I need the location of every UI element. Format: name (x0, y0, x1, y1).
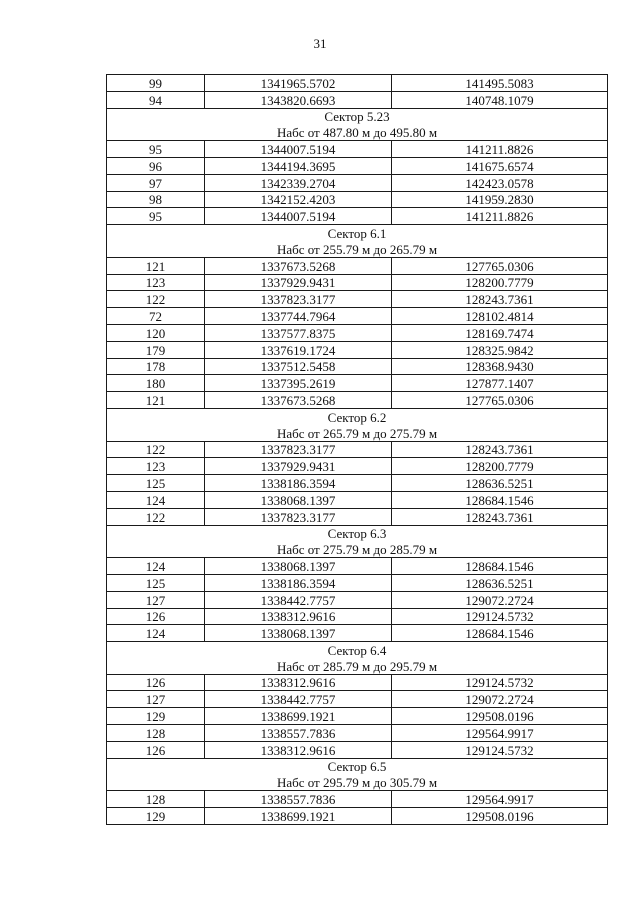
sector-range-row (107, 774, 608, 790)
table-row (107, 558, 608, 575)
x-coordinate-cell: 1337395.2619 (205, 375, 392, 392)
table-row (107, 808, 608, 825)
point-number-cell: 128 (107, 791, 205, 808)
y-coordinate-cell: 127765.0306 (392, 257, 608, 274)
table-row (107, 708, 608, 725)
sector-height-range: Набс от 487.80 м до 495.80 м (107, 124, 608, 140)
point-number-cell: 125 (107, 475, 205, 492)
y-coordinate-cell: 128243.7361 (392, 441, 608, 458)
point-number-cell: 120 (107, 324, 205, 341)
x-coordinate-cell: 1338699.1921 (205, 808, 392, 825)
sector-title-row (107, 225, 608, 241)
table-row (107, 157, 608, 174)
y-coordinate-cell: 128684.1546 (392, 558, 608, 575)
sector-range-row (107, 425, 608, 441)
y-coordinate-cell: 128636.5251 (392, 574, 608, 591)
sector-title: Сектор 6.5 (107, 758, 608, 774)
table-row (107, 741, 608, 758)
y-coordinate-cell: 128368.9430 (392, 358, 608, 375)
y-coordinate-cell: 129564.9917 (392, 725, 608, 742)
sector-title-row (107, 525, 608, 541)
point-number-cell: 122 (107, 441, 205, 458)
y-coordinate-cell: 141211.8826 (392, 141, 608, 158)
sector-height-range: Набс от 275.79 м до 285.79 м (107, 541, 608, 557)
sector-title-row (107, 758, 608, 774)
x-coordinate-cell: 1338186.3594 (205, 475, 392, 492)
x-coordinate-cell: 1338068.1397 (205, 558, 392, 575)
point-number-cell: 122 (107, 508, 205, 525)
x-coordinate-cell: 1344007.5194 (205, 208, 392, 225)
x-coordinate-cell: 1342339.2704 (205, 174, 392, 191)
point-number-cell: 125 (107, 574, 205, 591)
table-row (107, 725, 608, 742)
x-coordinate-cell: 1338186.3594 (205, 574, 392, 591)
sector-title-row (107, 408, 608, 424)
y-coordinate-cell: 128243.7361 (392, 291, 608, 308)
table-row (107, 308, 608, 325)
table-row (107, 475, 608, 492)
table-row (107, 491, 608, 508)
y-coordinate-cell: 129072.2724 (392, 691, 608, 708)
page-number: 31 (313, 36, 327, 51)
x-coordinate-cell: 1337673.5268 (205, 257, 392, 274)
table-row (107, 208, 608, 225)
point-number-cell: 128 (107, 725, 205, 742)
x-coordinate-cell: 1338699.1921 (205, 708, 392, 725)
x-coordinate-cell: 1337823.3177 (205, 508, 392, 525)
point-number-cell: 97 (107, 174, 205, 191)
point-number-cell: 95 (107, 141, 205, 158)
table-row (107, 392, 608, 409)
point-number-cell: 95 (107, 208, 205, 225)
table-row (107, 191, 608, 208)
table-row (107, 574, 608, 591)
x-coordinate-cell: 1338557.7836 (205, 791, 392, 808)
sector-range-row (107, 241, 608, 257)
coordinates-table-body (107, 75, 608, 825)
x-coordinate-cell: 1337929.9431 (205, 458, 392, 475)
x-coordinate-cell: 1338312.9616 (205, 741, 392, 758)
y-coordinate-cell: 128169.7474 (392, 324, 608, 341)
y-coordinate-cell: 128243.7361 (392, 508, 608, 525)
point-number-cell: 123 (107, 274, 205, 291)
point-number-cell: 96 (107, 157, 205, 174)
x-coordinate-cell: 1338312.9616 (205, 674, 392, 691)
table-row (107, 257, 608, 274)
x-coordinate-cell: 1344007.5194 (205, 141, 392, 158)
x-coordinate-cell: 1337823.3177 (205, 291, 392, 308)
x-coordinate-cell: 1341965.5702 (205, 75, 392, 92)
table-row (107, 341, 608, 358)
y-coordinate-cell: 141959.2830 (392, 191, 608, 208)
y-coordinate-cell: 128684.1546 (392, 625, 608, 642)
table-row (107, 141, 608, 158)
table-row (107, 174, 608, 191)
point-number-cell: 180 (107, 375, 205, 392)
point-number-cell: 122 (107, 291, 205, 308)
x-coordinate-cell: 1337744.7964 (205, 308, 392, 325)
table-row (107, 691, 608, 708)
x-coordinate-cell: 1344194.3695 (205, 157, 392, 174)
point-number-cell: 124 (107, 625, 205, 642)
table-row (107, 75, 608, 92)
y-coordinate-cell: 129072.2724 (392, 591, 608, 608)
sector-title: Сектор 6.4 (107, 642, 608, 658)
table-row (107, 91, 608, 108)
y-coordinate-cell: 141495.5083 (392, 75, 608, 92)
sector-height-range: Набс от 255.79 м до 265.79 м (107, 241, 608, 257)
sector-title-row (107, 642, 608, 658)
y-coordinate-cell: 128200.7779 (392, 458, 608, 475)
table-row (107, 674, 608, 691)
table-row (107, 591, 608, 608)
x-coordinate-cell: 1337512.5458 (205, 358, 392, 375)
x-coordinate-cell: 1338442.7757 (205, 591, 392, 608)
table-row (107, 358, 608, 375)
table-row (107, 274, 608, 291)
x-coordinate-cell: 1337823.3177 (205, 441, 392, 458)
y-coordinate-cell: 128636.5251 (392, 475, 608, 492)
x-coordinate-cell: 1337929.9431 (205, 274, 392, 291)
sector-title: Сектор 6.2 (107, 408, 608, 424)
point-number-cell: 123 (107, 458, 205, 475)
x-coordinate-cell: 1338442.7757 (205, 691, 392, 708)
point-number-cell: 94 (107, 91, 205, 108)
y-coordinate-cell: 129124.5732 (392, 741, 608, 758)
table-row (107, 508, 608, 525)
point-number-cell: 98 (107, 191, 205, 208)
sector-height-range: Набс от 285.79 м до 295.79 м (107, 658, 608, 674)
y-coordinate-cell: 141675.6574 (392, 157, 608, 174)
point-number-cell: 127 (107, 691, 205, 708)
table-row (107, 625, 608, 642)
y-coordinate-cell: 129508.0196 (392, 708, 608, 725)
point-number-cell: 126 (107, 741, 205, 758)
y-coordinate-cell: 129508.0196 (392, 808, 608, 825)
point-number-cell: 121 (107, 392, 205, 409)
sector-title: Сектор 6.1 (107, 225, 608, 241)
x-coordinate-cell: 1338557.7836 (205, 725, 392, 742)
y-coordinate-cell: 141211.8826 (392, 208, 608, 225)
table-row (107, 441, 608, 458)
point-number-cell: 72 (107, 308, 205, 325)
coordinates-table (106, 74, 608, 825)
y-coordinate-cell: 128200.7779 (392, 274, 608, 291)
sector-title: Сектор 6.3 (107, 525, 608, 541)
sector-title-row (107, 108, 608, 124)
point-number-cell: 126 (107, 674, 205, 691)
x-coordinate-cell: 1337619.1724 (205, 341, 392, 358)
point-number-cell: 99 (107, 75, 205, 92)
table-row (107, 791, 608, 808)
x-coordinate-cell: 1338068.1397 (205, 625, 392, 642)
sector-range-row (107, 124, 608, 140)
point-number-cell: 124 (107, 558, 205, 575)
y-coordinate-cell: 128102.4814 (392, 308, 608, 325)
y-coordinate-cell: 129124.5732 (392, 608, 608, 625)
table-row (107, 324, 608, 341)
x-coordinate-cell: 1338312.9616 (205, 608, 392, 625)
table-row (107, 375, 608, 392)
point-number-cell: 121 (107, 257, 205, 274)
y-coordinate-cell: 128325.9842 (392, 341, 608, 358)
sector-height-range: Набс от 295.79 м до 305.79 м (107, 774, 608, 790)
y-coordinate-cell: 127877.1407 (392, 375, 608, 392)
sector-range-row (107, 658, 608, 674)
table-row (107, 291, 608, 308)
sector-title: Сектор 5.23 (107, 108, 608, 124)
point-number-cell: 178 (107, 358, 205, 375)
y-coordinate-cell: 129124.5732 (392, 674, 608, 691)
x-coordinate-cell: 1338068.1397 (205, 491, 392, 508)
point-number-cell: 124 (107, 491, 205, 508)
x-coordinate-cell: 1343820.6693 (205, 91, 392, 108)
point-number-cell: 129 (107, 808, 205, 825)
table-row (107, 608, 608, 625)
x-coordinate-cell: 1342152.4203 (205, 191, 392, 208)
y-coordinate-cell: 127765.0306 (392, 392, 608, 409)
point-number-cell: 126 (107, 608, 205, 625)
table-row (107, 458, 608, 475)
point-number-cell: 127 (107, 591, 205, 608)
sector-range-row (107, 541, 608, 557)
y-coordinate-cell: 142423.0578 (392, 174, 608, 191)
x-coordinate-cell: 1337673.5268 (205, 392, 392, 409)
point-number-cell: 179 (107, 341, 205, 358)
x-coordinate-cell: 1337577.8375 (205, 324, 392, 341)
y-coordinate-cell: 140748.1079 (392, 91, 608, 108)
point-number-cell: 129 (107, 708, 205, 725)
y-coordinate-cell: 128684.1546 (392, 491, 608, 508)
sector-height-range: Набс от 265.79 м до 275.79 м (107, 425, 608, 441)
y-coordinate-cell: 129564.9917 (392, 791, 608, 808)
